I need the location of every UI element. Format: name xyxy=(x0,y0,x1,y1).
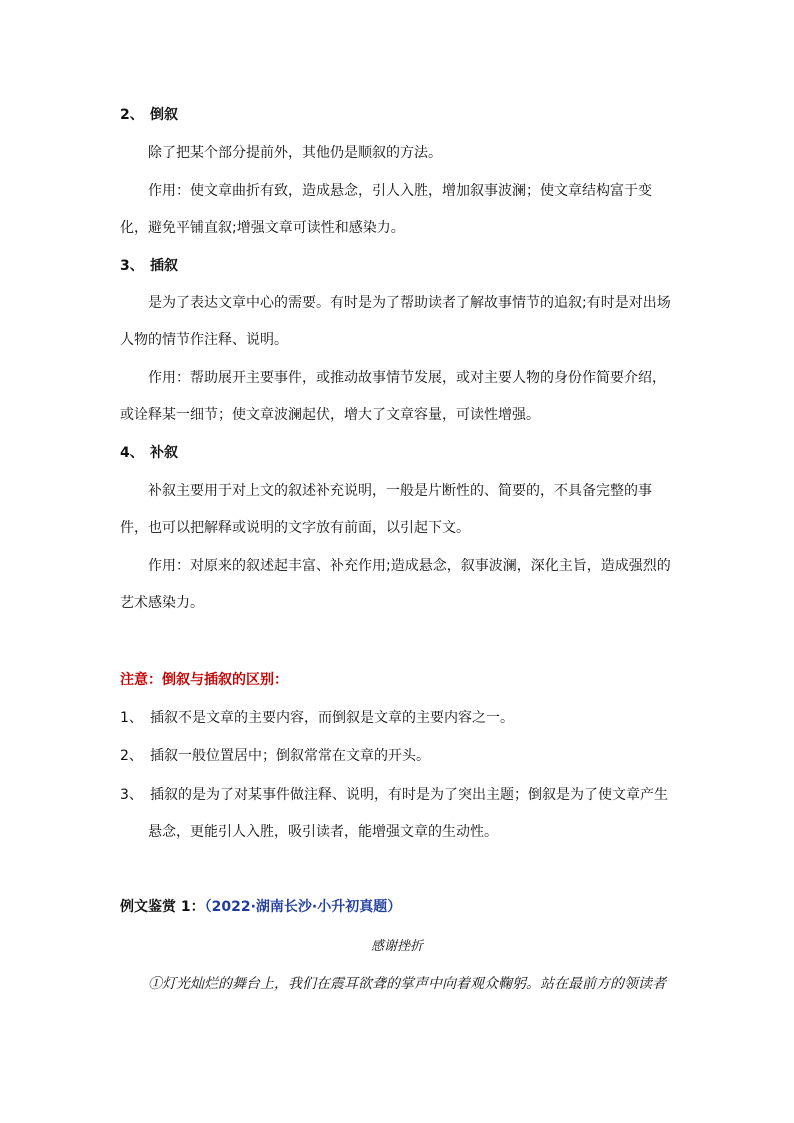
article-title: 感谢挫折 xyxy=(370,939,423,954)
paragraph-line: 是为了表达文章中心的需要。有时是为了帮助读者了解故事情节的追叙;有时是对出场 xyxy=(148,295,671,311)
note-item xyxy=(120,747,430,765)
section-title: 补叙 xyxy=(150,445,178,461)
section-heading xyxy=(120,106,178,124)
section-heading xyxy=(120,444,178,462)
paragraph-line: 除了把某个部分提前外，其他仍是顺叙的方法。 xyxy=(148,145,442,161)
note-item-text: 插叙的是为了对某事件做注释、说明，有时是为了突出主题；倒叙是为了使文章产生 xyxy=(150,787,668,803)
note-item xyxy=(120,709,514,727)
section-number: 3、 xyxy=(120,258,144,274)
example-source: （2022·湖南长沙·小升初真题） xyxy=(204,899,402,915)
note-item-number: 3、 xyxy=(120,787,143,803)
section-number: 4、 xyxy=(120,445,144,461)
paragraph-line: 作用：帮助展开主要事件，或推动故事情节发展，或对主要人物的身份作简要介绍， xyxy=(148,370,666,386)
paragraph-line: 化，避免平铺直叙;增强文章可读性和感染力。 xyxy=(120,220,405,236)
note-item-number: 1、 xyxy=(120,710,143,726)
article-first-line: ①灯光灿烂的舞台上，我们在震耳欲聋的掌声中向着观众鞠躬。站在最前方的领读者 xyxy=(148,976,666,992)
paragraph-line: 件，也可以把解释或说明的文字放有前面，以引起下文。 xyxy=(120,520,470,536)
section-title: 插叙 xyxy=(150,258,178,274)
note-item-text: 插叙不是文章的主要内容，而倒叙是文章的主要内容之一。 xyxy=(150,710,514,726)
paragraph-line: 作用：使文章曲折有致，造成悬念，引人入胜，增加叙事波澜；使文章结构富于变 xyxy=(148,183,652,199)
section-title: 倒叙 xyxy=(150,107,178,123)
note-item-text: 插叙一般位置居中；倒叙常常在文章的开头。 xyxy=(150,748,430,764)
note-item-number: 2、 xyxy=(120,748,143,764)
paragraph-line: 补叙主要用于对上文的叙述补充说明，一般是片断性的、简要的，不具备完整的事 xyxy=(148,483,652,499)
paragraph-line: 或诠释某一细节；使文章波澜起伏，增大了文章容量，可读性增强。 xyxy=(120,407,540,423)
paragraph-line: 人物的情节作注释、说明。 xyxy=(120,332,288,348)
note-item xyxy=(120,786,668,804)
example-label: 例文鉴赏 1： xyxy=(120,899,205,915)
example-heading xyxy=(120,898,401,916)
note-item-continuation: 悬念，更能引人入胜，吸引读者，能增强文章的生动性。 xyxy=(148,824,498,840)
section-heading xyxy=(120,257,178,275)
paragraph-line: 作用：对原来的叙述起丰富、补充作用;造成悬念，叙事波澜，深化主旨，造成强烈的 xyxy=(148,558,671,574)
paragraph-line: 艺术感染力。 xyxy=(120,595,204,611)
note-title: 注意：倒叙与插叙的区别： xyxy=(120,672,288,688)
section-number: 2、 xyxy=(120,107,144,123)
